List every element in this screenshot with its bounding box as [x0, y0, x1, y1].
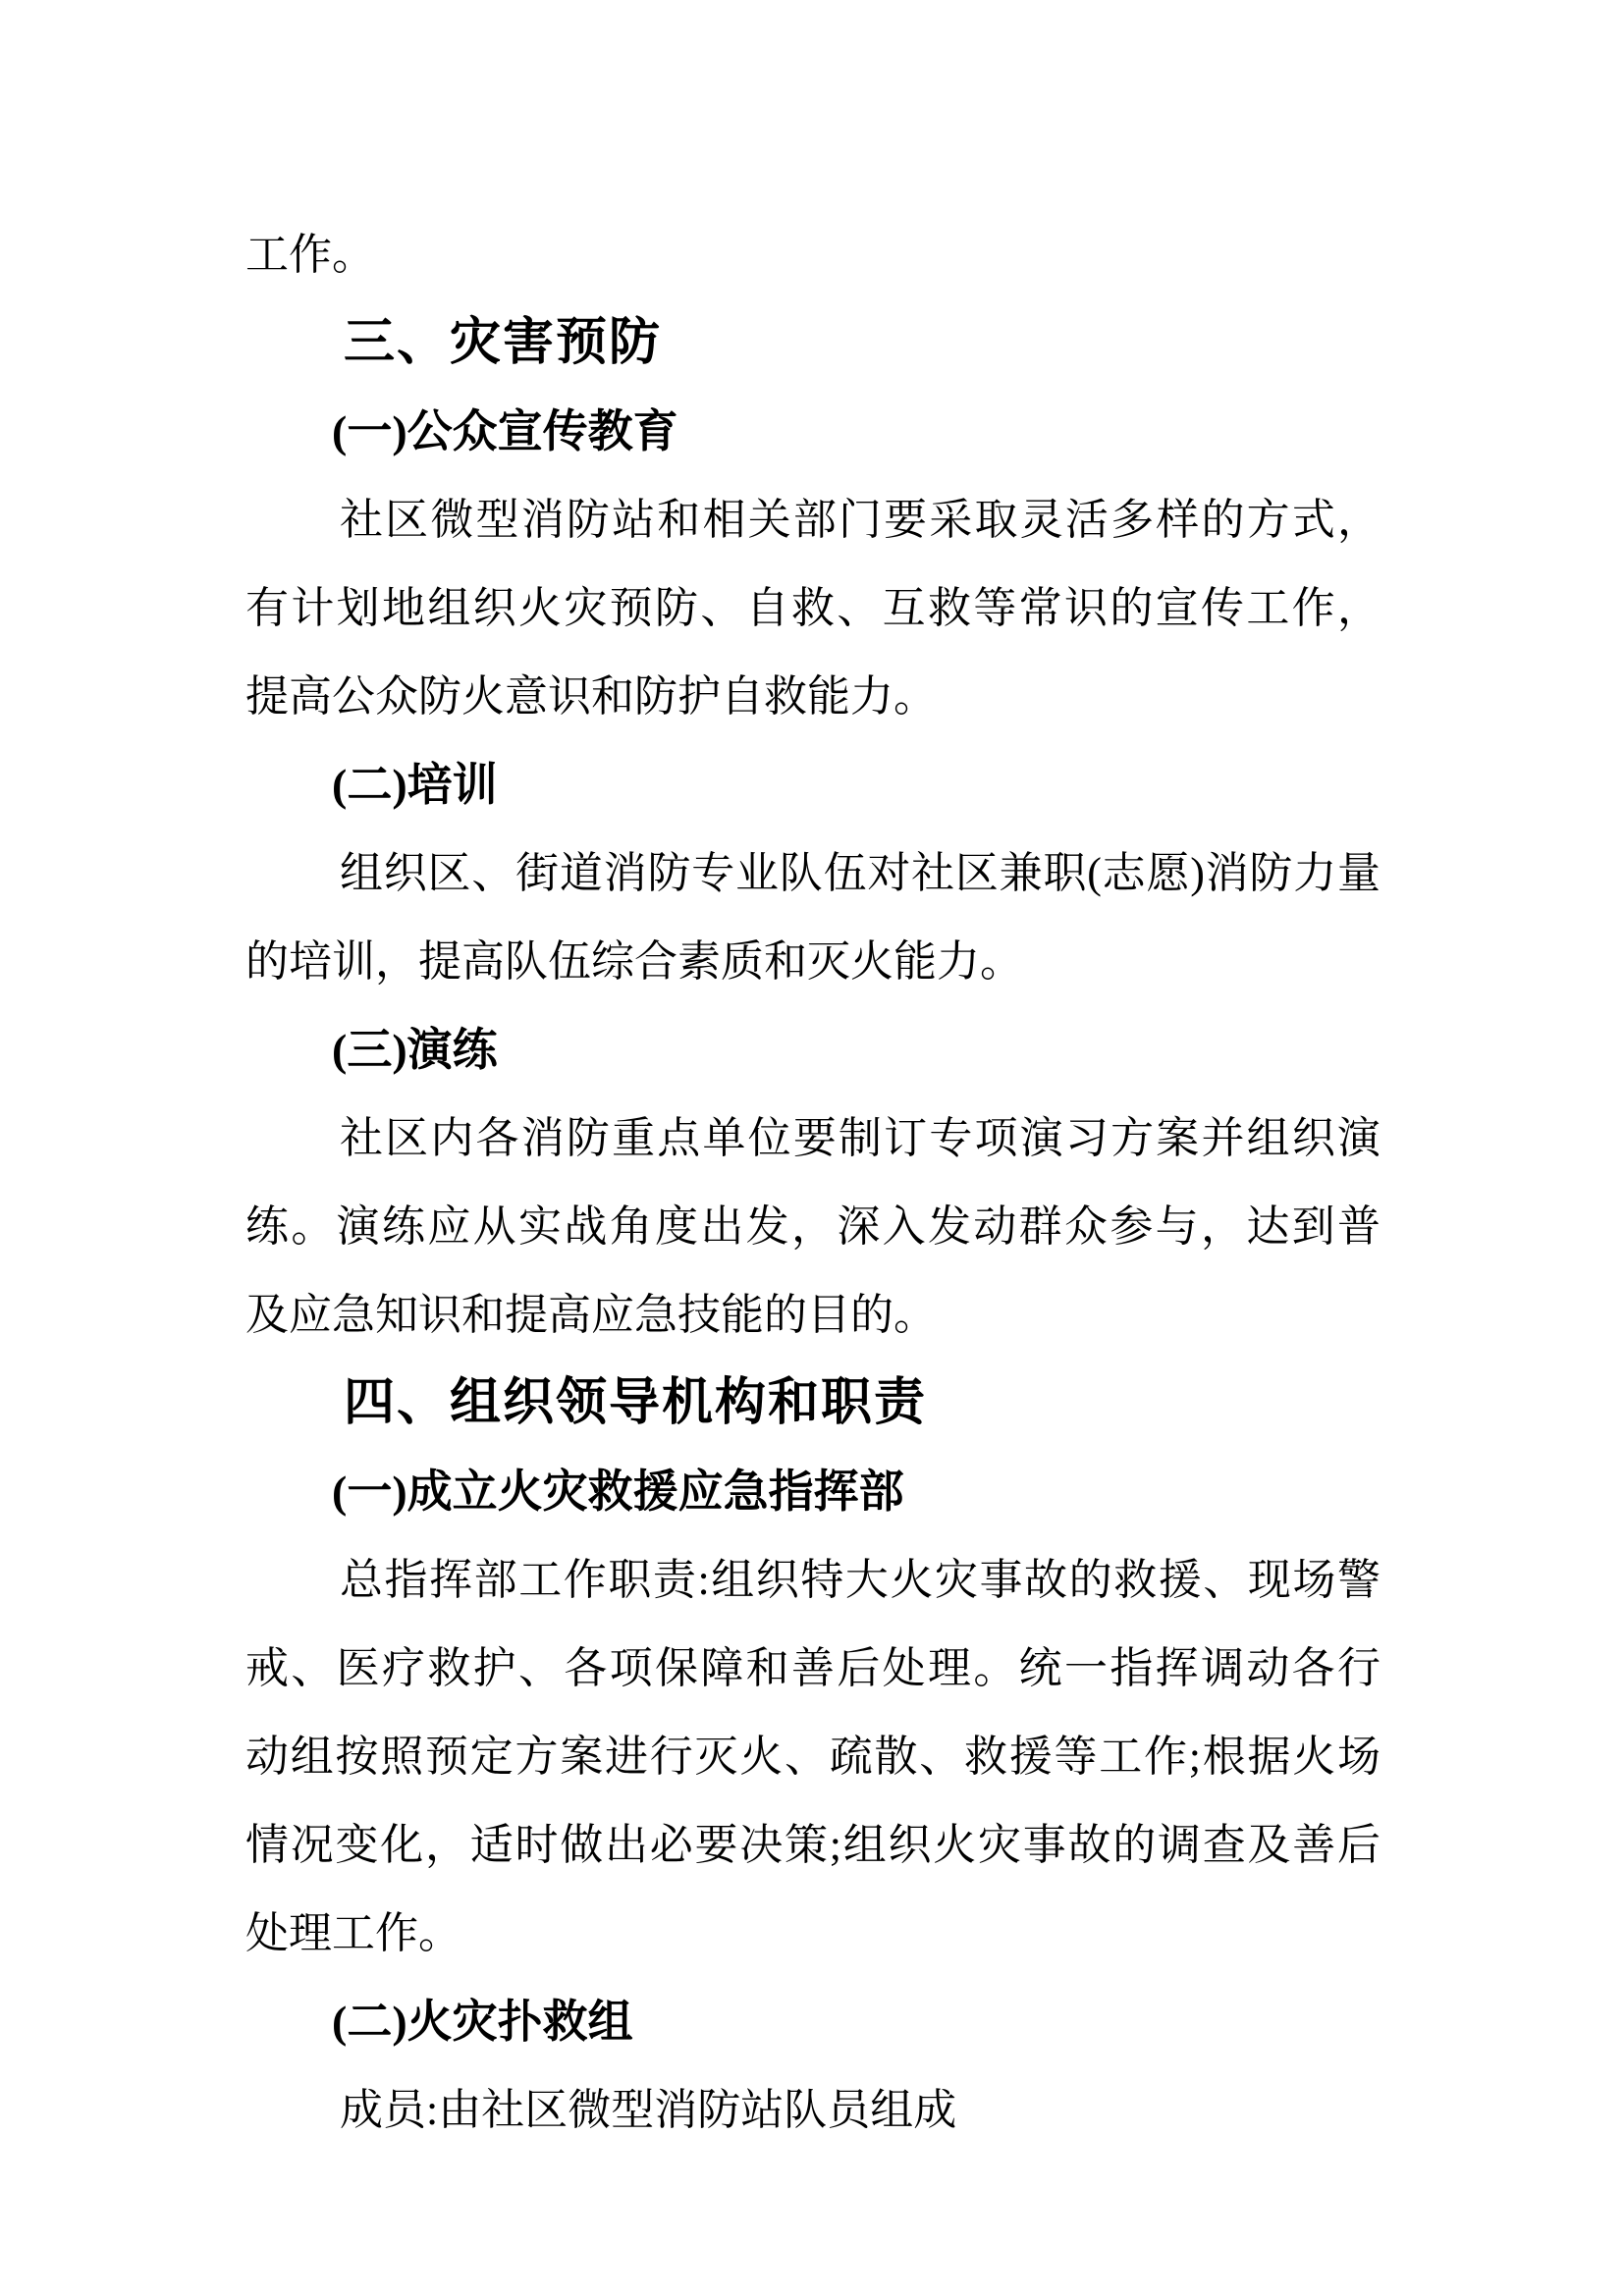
paragraph-first-line: 社区微型消防站和相关部门要采取灵活多样的方式， [340, 496, 1380, 544]
subsection-heading: (三)演练 [332, 1025, 498, 1075]
paragraph-first-line: 总指挥部工作职责:组织特大火灾事故的救援、现场警 [340, 1556, 1380, 1604]
body-text-line: 工作。 [245, 231, 375, 279]
subsection-heading: (二)火灾扑救组 [332, 1997, 633, 2047]
body-text-line: 戒、医疗救护、各项保障和善后处理。统一指挥调动各行 [245, 1644, 1380, 1692]
subsection-heading: (一)成立火灾救援应急指挥部 [332, 1467, 904, 1517]
body-text-line: 提高公众防火意识和防护自救能力。 [245, 672, 937, 721]
section-heading: 三、灾害预防 [344, 315, 663, 371]
body-text-line: 情况变化，适时做出必要决策;组织火灾事故的调查及善后 [245, 1821, 1380, 1869]
body-text-line: 有计划地组织火灾预防、自救、互救等常识的宣传工作， [245, 584, 1380, 632]
body-text-line: 处理工作。 [245, 1909, 461, 1957]
body-text-line: 及应急知识和提高应急技能的目的。 [245, 1291, 937, 1339]
body-text-line: 练。演练应从实战角度出发，深入发动群众参与，达到普 [245, 1202, 1380, 1251]
document-content [245, 211, 1380, 2155]
subsection-heading: (一)公众宣传教育 [332, 406, 678, 456]
body-text-line: 动组按照预定方案进行灭火、疏散、救援等工作;根据火场 [245, 1733, 1380, 1781]
body-text-line: 的培训，提高队伍综合素质和灭火能力。 [245, 937, 1023, 986]
paragraph-first-line: 成员:由社区微型消防站队员组成 [340, 2086, 957, 2134]
section-heading: 四、组织领导机构和职责 [344, 1375, 928, 1431]
paragraph-first-line: 组织区、街道消防专业队伍对社区兼职(志愿)消防力量 [340, 849, 1380, 897]
paragraph-first-line: 社区内各消防重点单位要制订专项演习方案并组织演 [340, 1114, 1380, 1162]
subsection-heading: (二)培训 [332, 760, 498, 810]
